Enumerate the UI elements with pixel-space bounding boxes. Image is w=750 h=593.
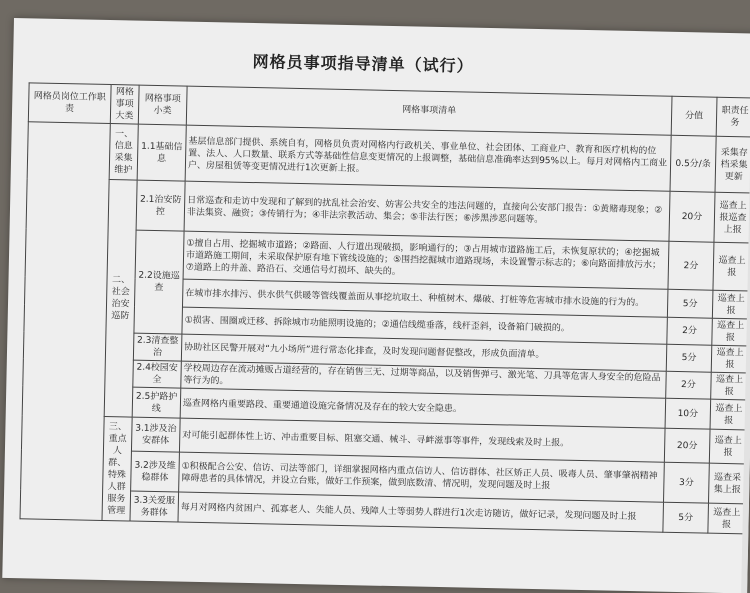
- header-item-list: 网格事项清单: [186, 86, 672, 135]
- task-cell: 巡查上报: [712, 290, 750, 319]
- task-cell: 巡查上报: [712, 318, 750, 346]
- duty-cell: [20, 122, 110, 521]
- task-cell: 采集存档采集更新: [715, 136, 750, 193]
- subcategory-cell: 1.1基础信息: [137, 124, 186, 181]
- header-category: 网格事项大类: [110, 85, 139, 125]
- category-cell: 三、重点人群、特殊人群服务管理: [102, 416, 132, 521]
- subcategory-cell: 3.3关爱服务群体: [130, 491, 179, 522]
- header-score: 分值: [671, 96, 717, 136]
- item-cell: 每月对网格内贫困户、孤寡老人、失能人员、残障人士等弱势人群进行1次走访随访，做好记录，发现问题及时上报: [178, 492, 664, 532]
- score-cell: 5分: [666, 344, 712, 372]
- document-sheet: [2, 18, 750, 593]
- subcategory-cell: 3.2涉及维稳群体: [131, 451, 180, 492]
- header-subcategory: 网格事项小类: [138, 85, 187, 125]
- score-cell: 20分: [664, 428, 710, 463]
- item-cell: 学校周边存在流动摊贩占道经营的，存在销售三无、过期等商品，以及销售弹弓、激光笔、刀具等危害人身安全的危险品等行为的。: [181, 361, 666, 398]
- subcategory-cell: 2.4校园安全: [133, 360, 182, 388]
- item-cell: ①擅自占用、挖掘城市道路；②路面、人行道出现破损，影响通行的；③占用城市道路施工后，未恢复原状的；④挖掘城市道路施工期间，未采取保护原有地下管线设施的；⑤围挡挖掘城市道路现场，未设置警示标志的；⑥向路面排放污水；⑦道路上的井盖、路沿石、交通信号灯损坏、缺失的。: [183, 231, 669, 289]
- item-cell: ①积极配合公安、信访、司法等部门，详细掌握网格内重点信访人、信访群体、社区矫正人员、吸毒人员、肇事肇祸精神障碍患者的具体情况，并设立台账，做好工作预案，做到底数清、情况明，发现问题及时上报: [179, 452, 665, 502]
- subcategory-cell: 2.3清查整治: [133, 333, 182, 361]
- item-cell: 基层信息部门提供、系统自有，网格员负责对网格内行政机关、事业单位、社会团体、工商业户、教育和医疗机构的位置、法人、人口数量、联系方式等基础性信息变更情况的上报调整，基础信息准确率达到95%以上。每月对网格内工商业户、房屋租赁等变更情况进行1次更新上报。: [185, 125, 671, 191]
- item-cell: 对可能引起群体性上访、冲击重要目标、阻塞交通、械斗、寻衅滋事等事件，发现线索及时上报。: [179, 418, 665, 462]
- task-cell: 巡查上报: [711, 372, 749, 400]
- task-cell: 巡查上报: [713, 242, 750, 291]
- score-cell: 5分: [663, 502, 709, 533]
- category-cell: 一、信息采集维护: [109, 124, 138, 181]
- score-cell: 20分: [669, 191, 715, 242]
- subcategory-cell: 2.1治安防控: [136, 180, 185, 231]
- task-list-table: [20, 82, 750, 534]
- document-title: 网格员事项指导清单（试行）: [252, 52, 474, 76]
- item-cell: 在城市排水排污、供水供气供暖等管线覆盖面从事挖坑取土、种植树木、爆破、打桩等危害城市排水设施的行为的。: [182, 279, 667, 317]
- subcategory-cell: 2.5护路护线: [132, 387, 181, 418]
- task-cell: 巡查上报: [709, 429, 747, 464]
- score-cell: 10分: [665, 398, 711, 429]
- task-cell: 巡查上报巡查上报: [714, 192, 750, 243]
- score-cell: 5分: [667, 289, 713, 318]
- score-cell: 2分: [666, 371, 712, 399]
- score-cell: 3分: [664, 462, 710, 503]
- score-cell: 2分: [668, 241, 714, 290]
- task-cell: 巡查采集上报: [708, 463, 746, 504]
- item-cell: ①损害、围圈或迁移、拆除城市功能照明设施的；②通信线缆垂落，线杆歪斜，设备箱门破损的。: [182, 307, 667, 344]
- task-cell: 巡查上报: [710, 399, 748, 430]
- item-cell: 日常巡查和走访中发现和了解到的扰乱社会治安、妨害公共安全的违法问题的，直接向公安部门报告：①黄赌毒现象；②非法集资、融资；③传销行为；④非法宗教活动、集会；⑤非法行医；⑥涉黑涉恶问题等。: [184, 181, 670, 241]
- score-cell: 2分: [667, 317, 713, 345]
- header-duty: 网格员岗位工作职责: [28, 83, 111, 124]
- category-cell: 二、社会治安巡防: [104, 180, 137, 418]
- header-task: 职责任务: [716, 97, 750, 137]
- item-cell: 巡查网格内重要路段、重要通道设施完备情况及存在的较大安全隐患。: [180, 388, 666, 428]
- subcategory-cell: 2.2设施巡查: [134, 230, 184, 334]
- item-cell: 协助社区民警开展对“九小场所”进行常态化排查，及时发现问题督促整改，形成负面清单。: [181, 334, 666, 371]
- score-cell: 0.5分/条: [670, 135, 716, 192]
- task-cell: 巡查上报: [711, 345, 749, 373]
- task-cell: 巡查上报: [708, 503, 746, 534]
- subcategory-cell: 3.1涉及治安群体: [131, 417, 180, 452]
